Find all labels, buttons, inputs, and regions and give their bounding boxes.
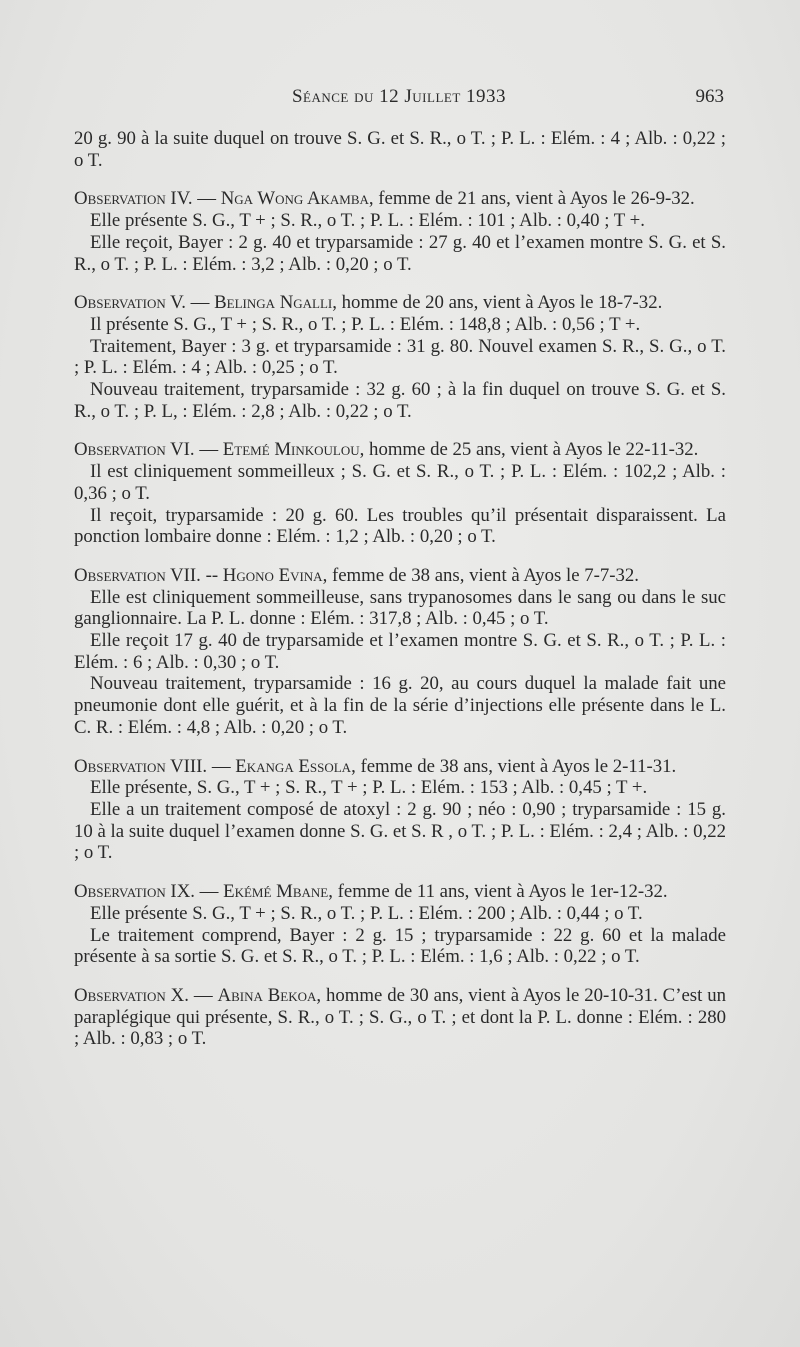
observation-block <box>74 881 726 968</box>
observation-paragraph: Elle reçoit, Bayer : 2 g. 40 et tryparsamide : 27 g. 40 et l’examen montre S. G. et S. R., o T. ; P. L. : Elém. : 3,2 ; Alb. : 0,20 ; o T. <box>74 231 726 275</box>
observation-intro: , femme de 11 ans, vient à Ayos le 1er-12-32. <box>328 881 668 903</box>
observation-paragraph: Elle a un traitement composé de atoxyl : 2 g. 90 ; néo : 0,90 ; tryparsamide : 15 g. 10 à la suite duquel l’examen donne S. G. et S. R , o T. ; P. L. : Elém. : 2,4 ; Alb. : 0,22 ; o T. <box>74 798 726 864</box>
observation-label: Observation IX. <box>74 881 195 903</box>
observation-heading <box>74 188 726 210</box>
observation-block <box>74 439 726 548</box>
body-text <box>74 128 726 1050</box>
observation-label: Observation VII. <box>74 564 201 586</box>
observation-label: Observation X. <box>74 984 189 1006</box>
observation-heading <box>74 439 726 461</box>
observation-paragraph: Nouveau traitement, tryparsamide : 16 g. 20, au cours duquel la malade fait une pneumonie dont elle guérit, et à la fin de la série d’injections elle présente dans le L. C. R. : Elém. : 4,8 ; Alb. : 0,20 ; o T. <box>74 673 726 738</box>
running-title: Séance du 12 Juillet 1933 <box>291 86 507 107</box>
observation-label: Observation V. <box>74 292 186 314</box>
patient-name: Ekémé Mbane <box>223 881 329 903</box>
observation-dash: — <box>188 984 218 1006</box>
observation-heading <box>74 565 726 587</box>
observation-intro: , femme de 21 ans, vient à Ayos le 26-9-32. <box>368 188 695 210</box>
observation-heading <box>74 985 726 1050</box>
observation-intro: , homme de 20 ans, vient à Ayos le 18-7-32. <box>332 292 663 314</box>
page-number: 963 <box>695 86 724 107</box>
observation-paragraph: Elle présente, S. G., T + ; S. R., T + ; P. L. : Elém. : 153 ; Alb. : 0,45 ; T +. <box>90 777 648 799</box>
observation-block <box>74 292 726 422</box>
page-header <box>74 86 724 112</box>
observation-dash: — <box>194 439 223 461</box>
observation-paragraph: Nouveau traitement, tryparsamide : 32 g. 60 ; à la fin duquel on trouve S. G. et S. R., o T. ; P. L, : Elém. : 2,8 ; Alb. : 0,22 ; o T. <box>74 379 726 422</box>
observation-paragraph: Il reçoit, tryparsamide : 20 g. 60. Les troubles qu’il présentait disparaissent. La ponction lombaire donne : Elém. : 1,2 ; Alb. : 0,20 ; o T. <box>74 504 726 548</box>
observation-heading <box>74 881 726 903</box>
observation-paragraph: Elle reçoit 17 g. 40 de tryparsamide et l’examen montre S. G. et S. R., o T. ; P. L. : Elém. : 6 ; Alb. : 0,30 ; o T. <box>74 630 726 673</box>
observation-label: Observation IV. <box>74 188 193 210</box>
patient-name: Abina Bekoa <box>217 984 317 1006</box>
observation-block <box>74 985 726 1050</box>
observation-paragraph: Elle présente S. G., T + ; S. R., o T. ; P. L. : Elém. : 101 ; Alb. : 0,40 ; T +. <box>90 210 645 232</box>
patient-name: Etemé Minkoulou <box>222 439 360 461</box>
patient-name: Ekanga Essola <box>235 755 352 777</box>
observation-dash: — <box>194 881 224 903</box>
observation-paragraph: Il présente S. G., T + ; S. R., o T. ; P. L. : Elém. : 148,8 ; Alb. : 0,56 ; T +. <box>90 313 641 335</box>
observation-heading <box>74 756 726 778</box>
observation-paragraph: Il est cliniquement sommeilleux ; S. G. et S. R., o T. ; P. L. : Elém. : 102,2 ; Alb. : 0,36 ; o T. <box>74 461 726 504</box>
observation-intro: , femme de 38 ans, vient à Ayos le 7-7-32. <box>322 564 639 586</box>
observation-label: Observation VIII. <box>74 755 208 777</box>
observation-paragraph: Le traitement comprend, Bayer : 2 g. 15 ; tryparsamide : 22 g. 60 et la malade présente à sa sortie S. G. et S. R., o T. ; P. L. : Elém. : 1,6 ; Alb. : 0,22 ; o T. <box>74 924 726 968</box>
patient-name: Hgono Evina <box>222 564 323 586</box>
observation-block <box>74 565 726 739</box>
observation-heading <box>74 292 726 314</box>
observation-paragraph: Elle est cliniquement sommeilleuse, sans trypanosomes dans le sang ou dans le suc ganglionnaire. La P. L. donne : Elém. : 317,8 ; Alb. : 0,45 ; o T. <box>74 586 726 630</box>
observation-paragraph: Elle présente S. G., T + ; S. R., o T. ; P. L. : Elém. : 200 ; Alb. : 0,44 ; o T. <box>90 902 643 924</box>
patient-name: Nga Wong Akamba <box>220 188 369 210</box>
observation-label: Observation VI. <box>74 439 195 461</box>
observation-dash: — <box>185 292 215 314</box>
intro-paragraph: 20 g. 90 à la suite duquel on trouve S. G. et S. R., o T. ; P. L. : Elém. : 4 ; Alb. : 0,22 ; o T. <box>74 128 726 171</box>
observation-dash: — <box>207 755 236 777</box>
observation-intro: , homme de 25 ans, vient à Ayos le 22-11-32. <box>359 439 699 461</box>
observation-block <box>74 756 726 865</box>
observation-paragraph: Traitement, Bayer : 3 g. et tryparsamide : 31 g. 80. Nouvel examen S. R., S. G., o T. ; P. L. : Elém. : 4 ; Alb. : 0,25 ; o T. <box>74 335 726 379</box>
observation-block <box>74 188 726 275</box>
observation-intro: , homme de 30 ans, vient à Ayos le 20-10-31. C’est un paraplégique qui présente, S. R., o T. ; S. G., o T. ; et dont la P. L. donne : Elém. : 280 ; Alb. : 0,83 ; o T. <box>74 984 727 1050</box>
patient-name: Belinga Ngalli <box>214 292 333 314</box>
observation-dash: — <box>192 188 221 210</box>
observation-dash: -- <box>200 564 223 586</box>
observation-intro: , femme de 38 ans, vient à Ayos le 2-11-31. <box>351 755 677 777</box>
